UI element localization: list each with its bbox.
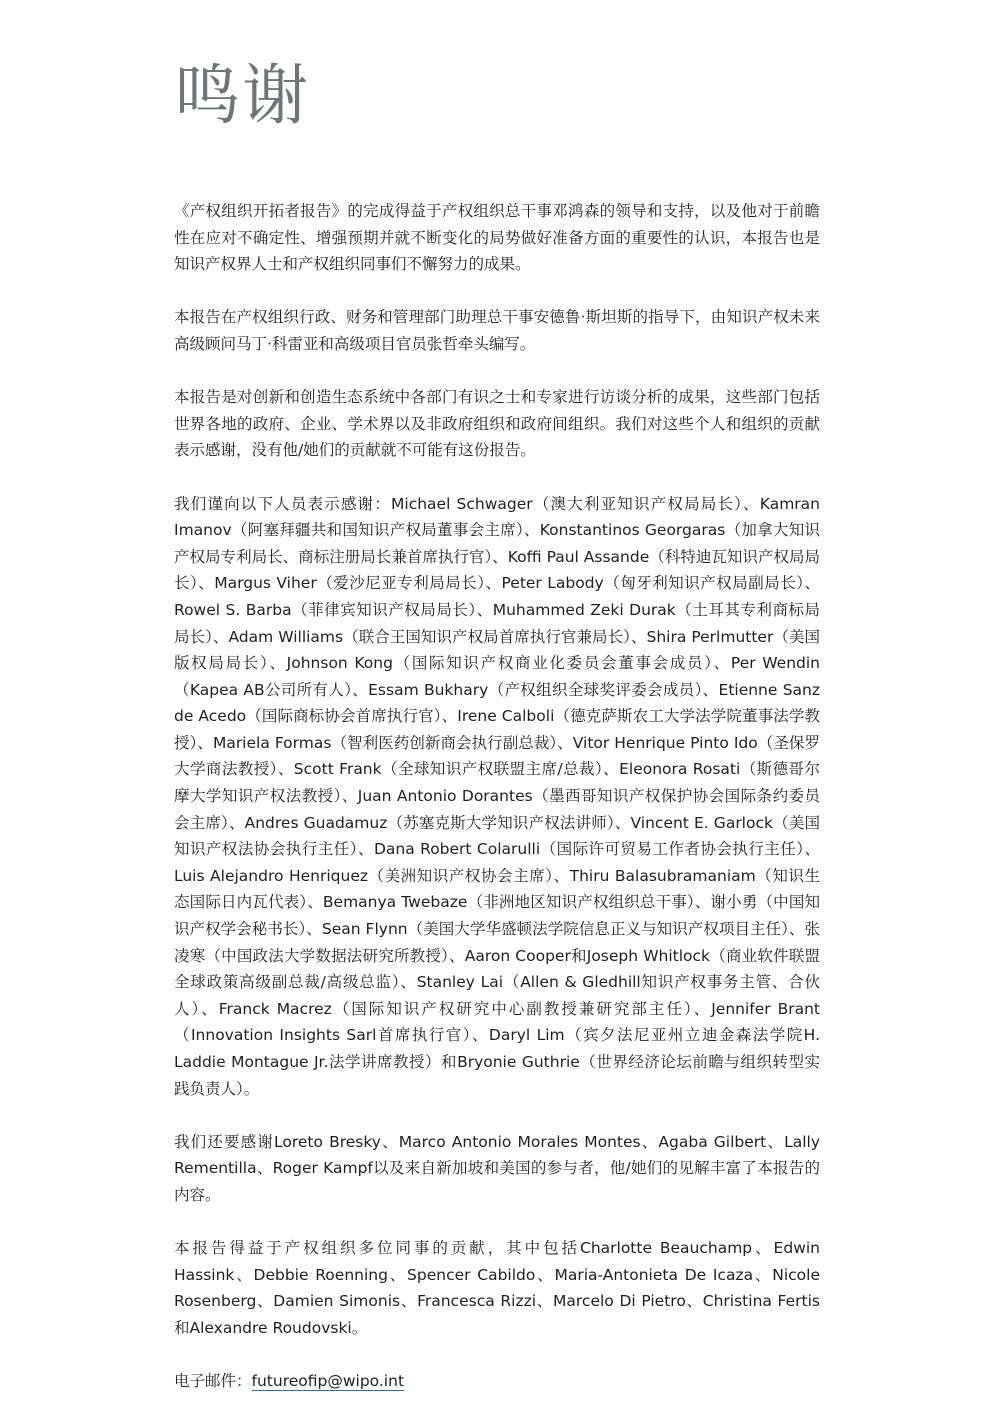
colleagues-paragraph: 本报告得益于产权组织多位同事的贡献，其中包括Charlotte Beauchamp、Edwin Hassink、Debbie Roenning、Spencer Cabildo、Maria-Antonieta De Icaza、Nicole Rosenberg、Damien Simonis、Francesca Rizzi、Marcelo Di Pietro、Christina Fertis和Alexandre Roudovski。 xyxy=(174,1239,820,1337)
page-title: 鸣谢 xyxy=(174,57,310,134)
email-label: 电子邮件： xyxy=(174,1372,252,1391)
acknowledgements-body xyxy=(174,198,820,1421)
email-link[interactable]: futureofip@wipo.int xyxy=(251,1372,405,1391)
authors-paragraph: 本报告在产权组织行政、财务和管理部门助理总干事安德鲁·斯坦斯的指导下，由知识产权未来高级顾问马丁·科雷亚和高级项目官员张哲牵头编写。 xyxy=(174,308,820,353)
thanks-list-paragraph: 我们谨向以下人员表示感谢：Michael Schwager（澳大利亚知识产权局局长）、Kamran Imanov（阿塞拜疆共和国知识产权局董事会主席）、Konstantinos Georgaras（加拿大知识产权局专利局长、商标注册局长兼首席执行官）、Koffi Paul Assande（科特迪瓦知识产权局局长）、Margus Viher（爱沙尼亚专利局局长）、Peter Labody（匈牙利知识产权局副局长）、Rowel S. Barba（菲律宾知识产权局局长）、Muhammed Zeki Durak（土耳其专利商标局局长）、Adam Williams（联合王国知识产权局首席执行官兼局长）、Shira Perlmutter（美国版权局局长）、Johnson Kong（国际知识产权商业化委员会董事会成员）、Per Wendin（Kapea AB公司所有人）、Essam Bukhary（产权组织全球奖评委会成员）、Etienne Sanz de Acedo（国际商标协会首席执行官）、Irene Calboli（德克萨斯农工大学法学院董事法学教授）、Mariela Formas（智利医药创新商会执行副总裁）、Vitor Henrique Pinto Ido（圣保罗大学商法教授）、Scott Frank（全球知识产权联盟主席/总裁）、Eleonora Rosati（斯德哥尔摩大学知识产权法教授）、Juan Antonio Dorantes（墨西哥知识产权保护协会国际条约委员会主席）、Andres Guadamuz（苏塞克斯大学知识产权法讲师）、Vincent E. Garlock（美国知识产权法协会执行主任）、Dana Robert Colarulli（国际许可贸易工作者协会执行主任）、Luis Alejandro Henriquez（美洲知识产权协会主席）、Thiru Balasubramaniam（知识生态国际日内瓦代表）、Bemanya Twebaze（非洲地区知识产权组织总干事）、谢小勇（中国知识产权学会秘书长）、Sean Flynn（美国大学华盛顿法学院信息正义与知识产权项目主任）、张凌寒（中国政法大学数据法研究所教授）、Aaron Cooper和Joseph Whitlock（商业软件联盟全球政策高级副总裁/高级总监）、Stanley Lai（Allen & Gledhill知识产权事务主管、合伙人）、Franck Macrez（国际知识产权研究中心副教授兼研究部主任）、Jennifer Brant（Innovation Insights Sarl首席执行官）、Daryl Lim（宾夕法尼亚州立迪金森法学院H. Laddie Montague Jr.法学讲席教授）和Bryonie Guthrie（世界经济论坛前瞻与组织转型实践负责人）。 xyxy=(174,494,820,1098)
contact-line xyxy=(174,1368,820,1395)
interviews-paragraph: 本报告是对创新和创造生态系统中各部门有识之士和专家进行访谈分析的成果，这些部门包括世界各地的政府、企业、学术界以及非政府组织和政府间组织。我们对这些个人和组织的贡献表示感谢，没有他/她们的贡献就不可能有这份报告。 xyxy=(174,388,820,460)
additional-thanks-paragraph: 我们还要感谢Loreto Bresky、Marco Antonio Morales Montes、Agaba Gilbert、Lally Rementilla、Roger Kampf以及来自新加坡和美国的参与者，他/她们的见解丰富了本报告的内容。 xyxy=(174,1132,820,1204)
intro-paragraph: 《产权组织开拓者报告》的完成得益于产权组织总干事邓鸿森的领导和支持，以及他对于前瞻性在应对不确定性、增强预期并就不断变化的局势做好准备方面的重要性的认识，本报告也是知识产权界人士和产权组织同事们不懈努力的成果。 xyxy=(174,202,820,274)
